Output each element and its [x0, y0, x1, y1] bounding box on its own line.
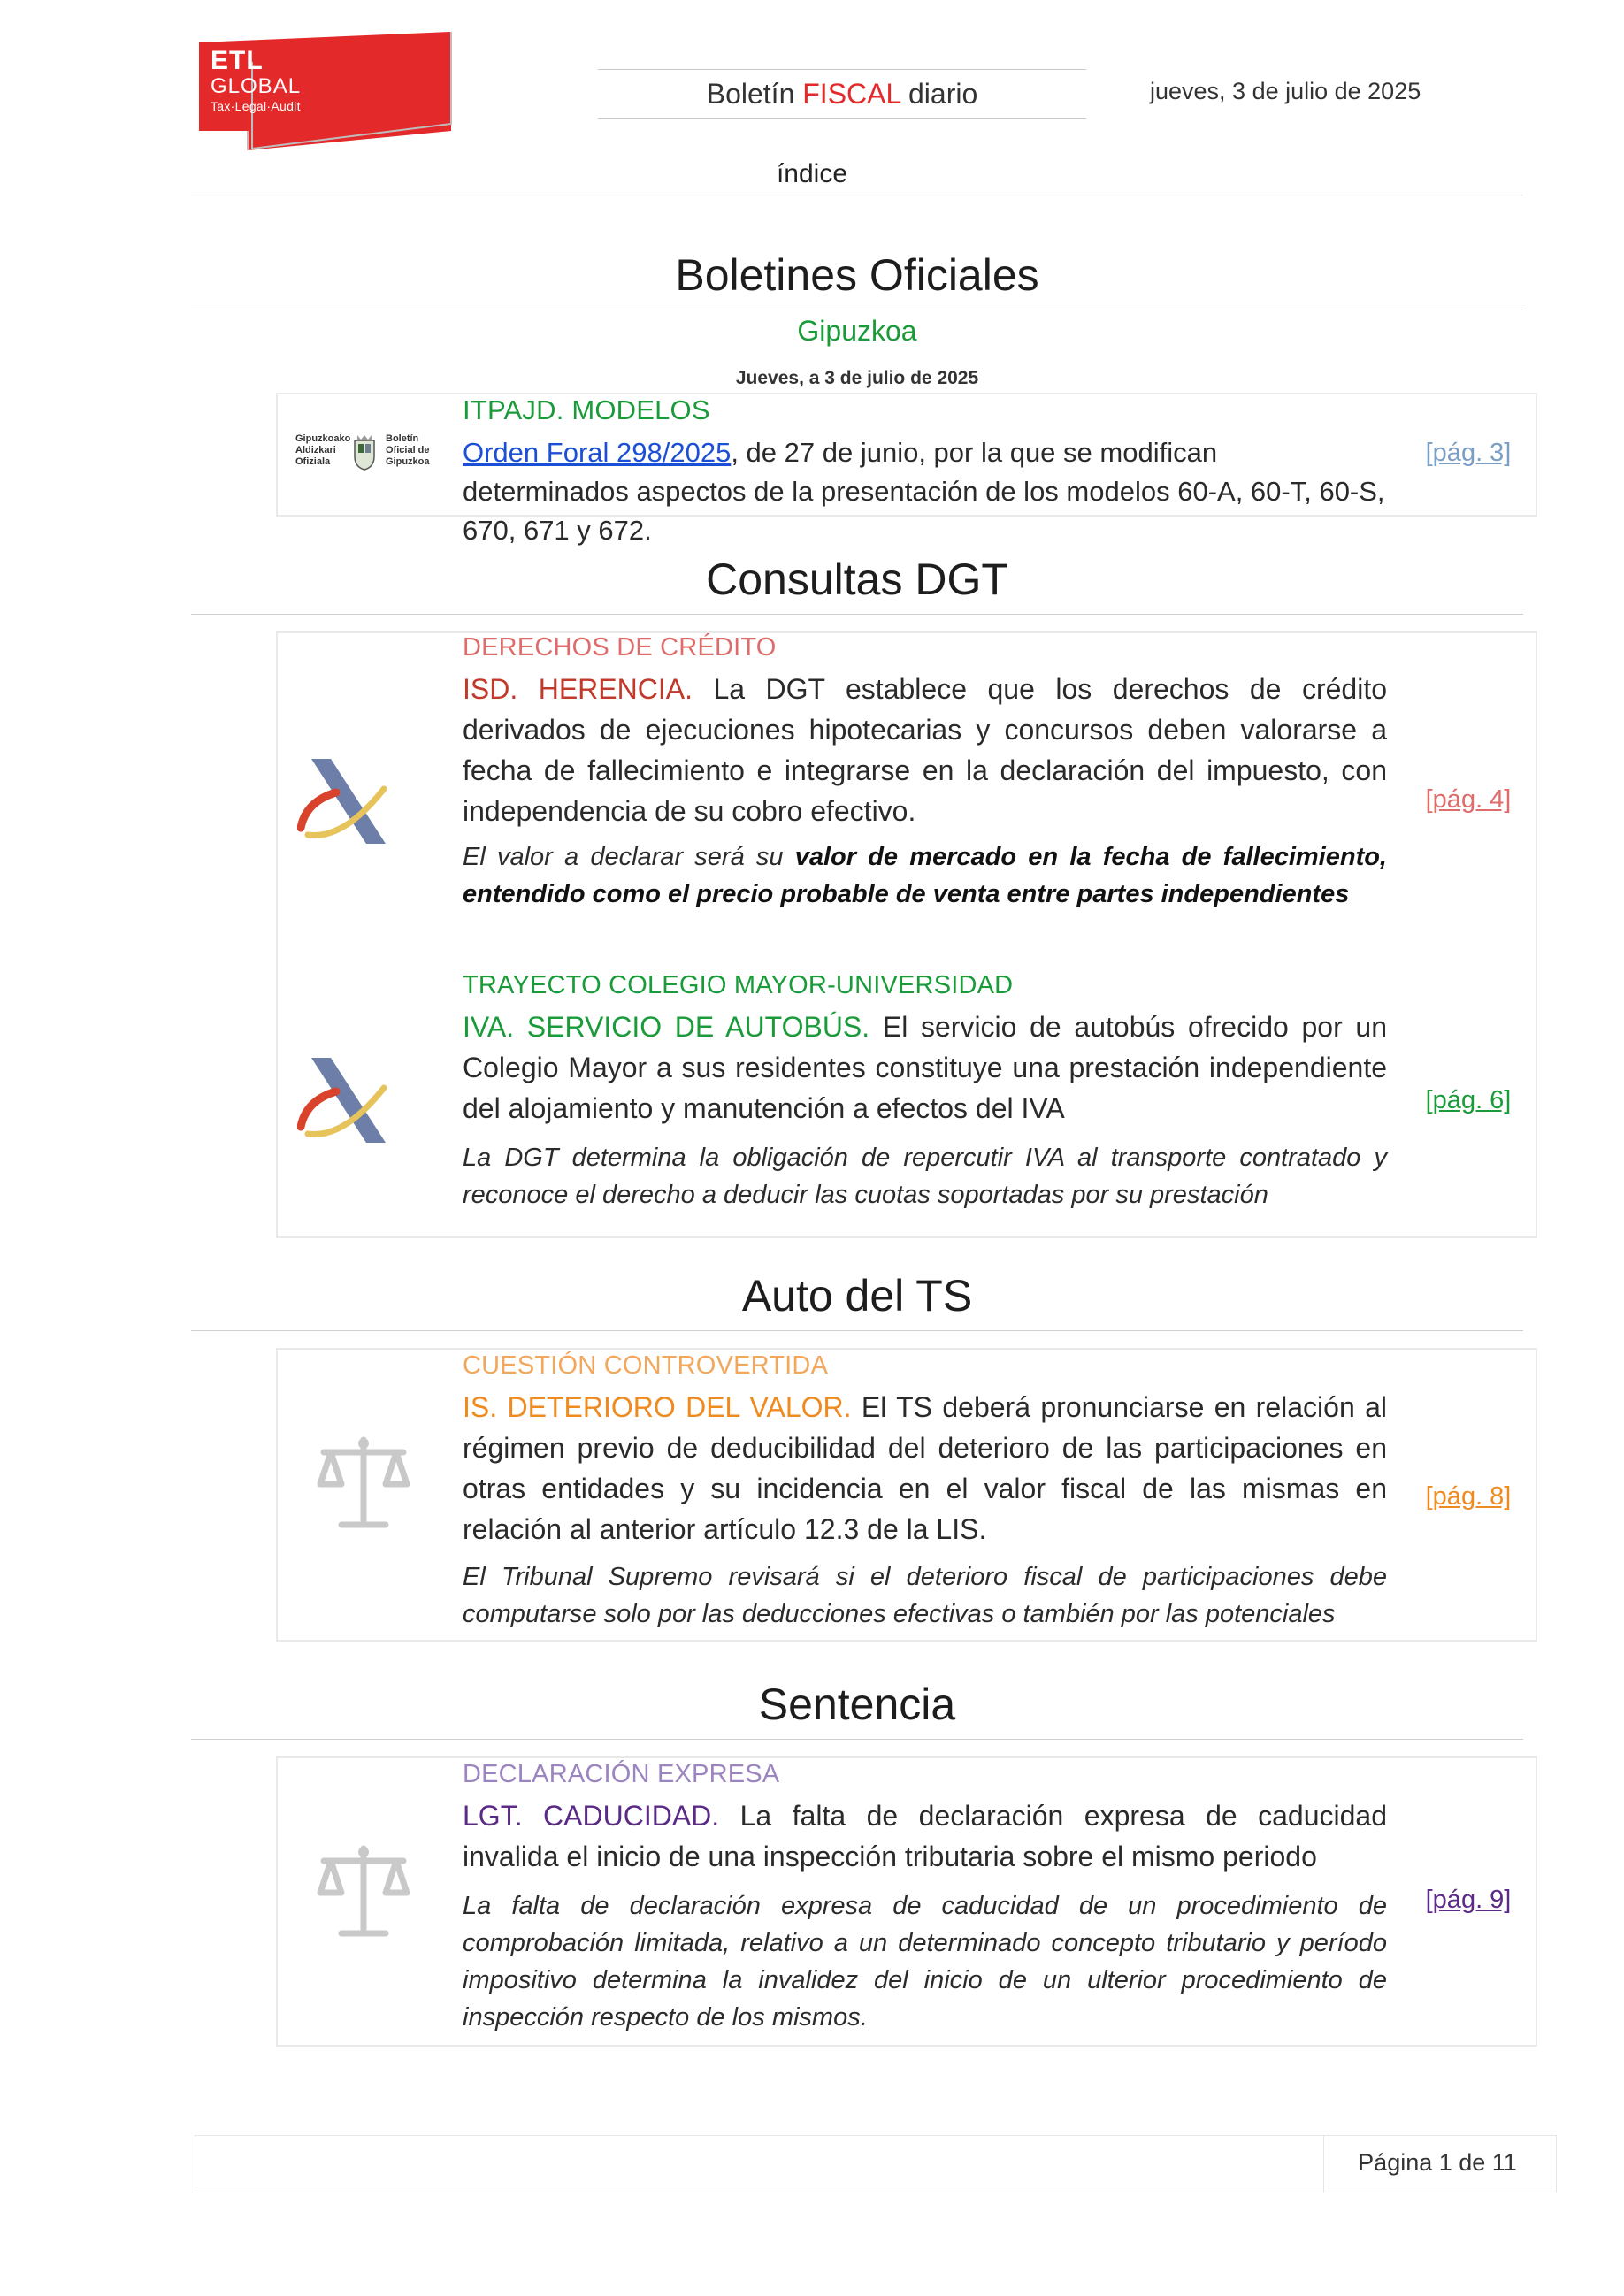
bog-logo-left-line2: Aldizkari: [295, 445, 336, 455]
item-summary-is-deterioro: El Tribunal Supremo revisará si el deterioro fiscal de participaciones debe computarse solo por las deducciones efectivas o también por las potenciales: [463, 1563, 1387, 1628]
category-cuestion-controvertida: CUESTIÓN CONTROVERTIDA: [463, 1351, 829, 1380]
logo-global-text: GLOBAL: [211, 74, 302, 98]
section-title-consultas: Consultas DGT: [706, 555, 1008, 604]
page-link-4[interactable]: [pág. 4]: [1425, 785, 1512, 814]
item-body-isd-herencia: ISD. HERENCIA. La DGT establece que los derechos de crédito derivados de ejecuciones hipotecarias y concursos deben valorarse a fecha de fallecimiento e integrarse en la declaración del impuesto, con independencia de su cobro efectivo.: [463, 673, 1388, 827]
item-body-iva-autobus: IVA. SERVICIO DE AUTOBÚS. El servicio de autobús ofrecido por un Colegio Mayor a sus residentes constituye una prestación independiente del alojamiento y manutención a efectos del IVA: [463, 1011, 1388, 1124]
section-title-sentencia: Sentencia: [758, 1680, 956, 1729]
section-subtitle-gipuzkoa: Gipuzkoa: [797, 315, 917, 347]
bulletin-title: Boletín FISCAL diario: [706, 78, 978, 110]
item-lead-isd-herencia: ISD. HERENCIA.: [463, 673, 693, 705]
aeat-logo-icon: [297, 759, 391, 848]
index-label: índice: [776, 159, 848, 188]
bulletin-date: jueves, 3 de julio de 2025: [1150, 78, 1421, 104]
bog-logo-right-line3: Gipuzkoa: [386, 456, 430, 467]
scales-of-justice-icon: [315, 1841, 412, 1950]
item-body-lgt-caducidad: LGT. CADUCIDAD. La falta de declaración expresa de caducidad invalida el inicio de una inspección tributaria sobre el mismo periodo: [463, 1800, 1388, 1872]
boletin-item-text: Orden Foral 298/2025, de 27 de junio, por la que se modifican determinados aspectos de la presentación de los modelos 60-A, 60-T, 60-S, 670, 671 y 672.: [463, 437, 1385, 546]
page-link-3[interactable]: [pág. 3]: [1425, 439, 1512, 467]
bog-logo-left-line3: Ofiziala: [295, 456, 331, 467]
logo-tagline: Tax·Legal·Audit: [211, 99, 301, 113]
bog-logo-right-line2: Oficial de: [386, 445, 430, 455]
item-summary-lgt-caducidad: La falta de declaración expresa de caducidad de un procedimiento de comprobación limitada, relativo a un determinado concepto tributario y período impositivo determina la invalidez del inicio de un ulterior procedimiento de inspección respecto de los mismos.: [463, 1892, 1387, 2032]
bog-logo-right-line1: Boletín: [386, 433, 419, 444]
bog-logo-left-line1: Gipuzkoako: [295, 433, 351, 444]
section-title-auto-ts: Auto del TS: [741, 1271, 973, 1320]
category-derechos-de-credito: DERECHOS DE CRÉDITO: [463, 633, 777, 662]
orden-foral-link[interactable]: Orden Foral 298/2025: [463, 437, 732, 468]
section-divider: [191, 1330, 1523, 1331]
item-lead-is-deterioro: IS. DETERIORO DEL VALOR.: [463, 1391, 852, 1423]
item-summary-isd-herencia: El valor a declarar será su valor de mercado en la fecha de fallecimiento, entendido como el precio probable de venta entre partes independientes: [463, 843, 1387, 908]
section-title-boletines: Boletines Oficiales: [675, 250, 1039, 300]
category-declaracion-expresa: DECLARACIÓN EXPRESA: [463, 1760, 780, 1788]
logo-etl-text: ETL: [211, 46, 264, 75]
item-lead-iva-autobus: IVA. SERVICIO DE AUTOBÚS.: [463, 1011, 870, 1043]
category-itpajd-modelos: ITPAJD. MODELOS: [463, 394, 710, 425]
section-divider: [191, 614, 1523, 615]
page-number: Página 1 de 11: [1358, 2149, 1517, 2176]
bog-gipuzkoa-logo: [295, 430, 437, 479]
section-subtitle-date: Jueves, a 3 de julio de 2025: [735, 368, 979, 388]
item-body-is-deterioro: IS. DETERIORO DEL VALOR. El TS deberá pronunciarse en relación al régimen previo de deducibilidad del deterioro de las participaciones en otras entidades y su incidencia en el valor fiscal de las mismas en relación al anterior artículo 12.3 de la LIS.: [463, 1391, 1388, 1545]
footer-divider: [1323, 2135, 1324, 2193]
coat-of-arms-icon: [352, 433, 377, 471]
item-lead-lgt-caducidad: LGT. CADUCIDAD.: [463, 1800, 720, 1832]
item-summary-iva-autobus: La DGT determina la obligación de repercutir IVA al transporte contratado y reconoce el derecho a deducir las cuotas soportadas por su prestación: [463, 1144, 1387, 1209]
page-link-9[interactable]: [pág. 9]: [1425, 1886, 1512, 1914]
page-link-8[interactable]: [pág. 8]: [1425, 1482, 1512, 1511]
bulletin-title-box: [598, 69, 1086, 119]
scales-of-justice-icon: [315, 1433, 412, 1542]
aeat-logo-icon: [297, 1058, 391, 1147]
page-link-6[interactable]: [pág. 6]: [1425, 1086, 1512, 1114]
section-divider: [191, 1739, 1523, 1740]
etl-global-logo: [186, 27, 469, 159]
category-trayecto-colegio: TRAYECTO COLEGIO MAYOR-UNIVERSIDAD: [463, 971, 1014, 999]
